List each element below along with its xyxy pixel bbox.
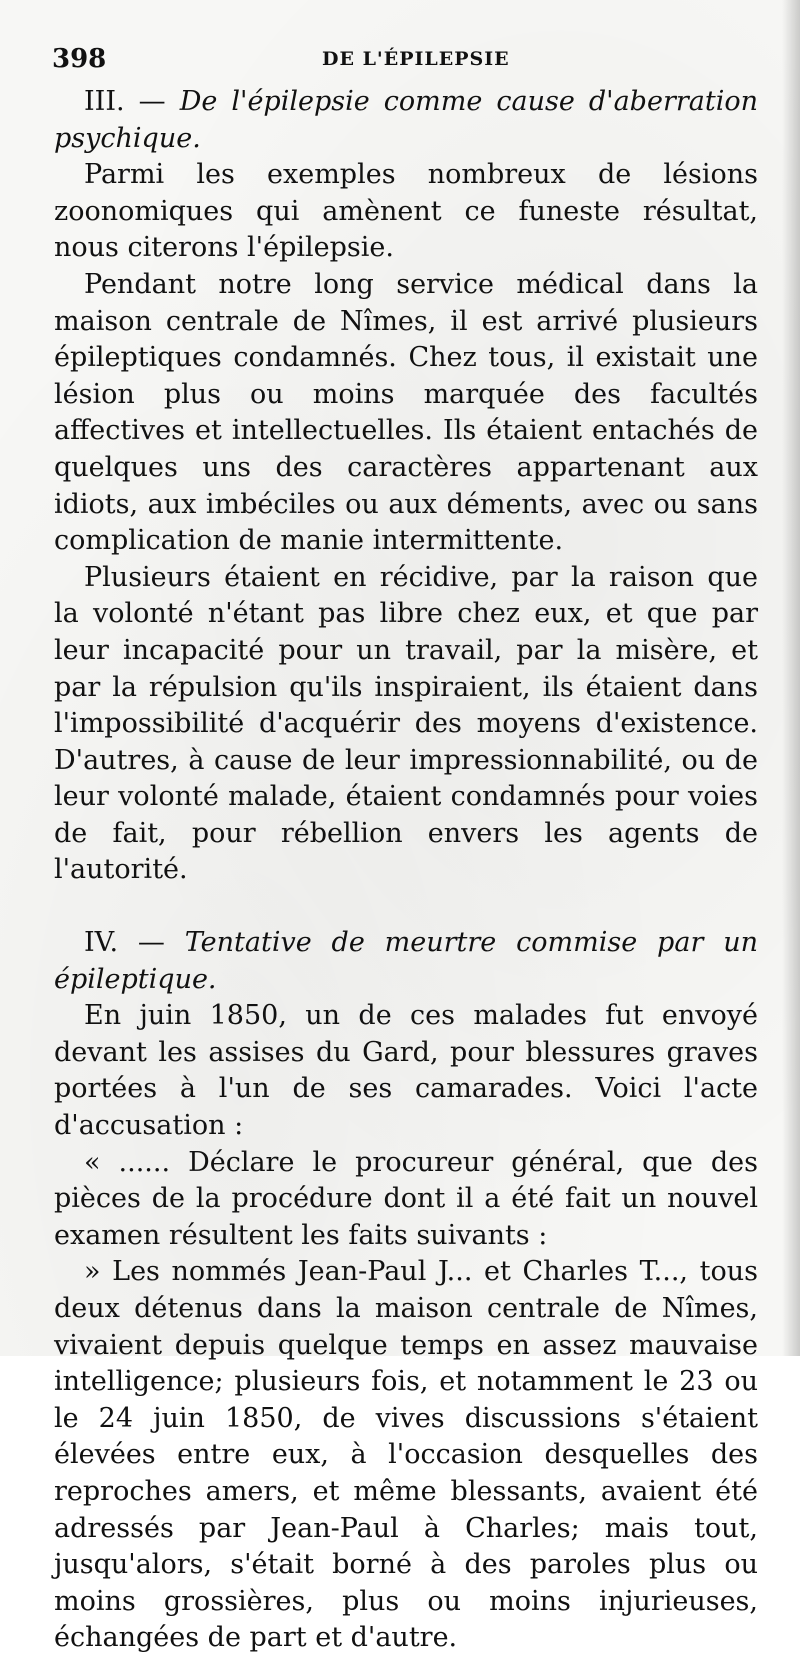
section-3-number: III. — (84, 86, 166, 117)
page-header (52, 44, 760, 74)
paragraph: » Les nommés Jean-Paul J... et Charles T..., tous deux détenus dans la maison centrale de Nîmes, vivaient depuis quelque temps en assez mauvaise intelligence; plusieurs fois, et notamment le 23 ou le 24 juin 1850, de vives discussions s'étaient élevées entre eux, à l'occasion desquelles des reproches amers, et même blessants, avaient été adressés par Jean-Paul à Charles; mais tout, jusqu'alors, s'était borné à des paroles plus ou moins grossières, plus ou moins injurieuses, échangées de part et d'autre. (54, 1256, 758, 1654)
section-4-title: Tentative de meurtre commise par un épileptique. (54, 927, 758, 995)
section-3-title: De l'épilepsie comme cause d'aberration psychique. (54, 86, 758, 154)
paragraph: Parmi les exemples nombreux de lésions zoonomiques qui amènent ce funeste résultat, nous citerons l'épilepsie. (54, 159, 758, 264)
paragraph: « ...... Déclare le procureur général, que des pièces de la procédure dont il a été fait un nouvel examen résultent les faits suivants : (54, 1146, 758, 1251)
running-head: DE L'ÉPILEPSIE (322, 48, 510, 70)
body-text (54, 84, 758, 1657)
section-3-heading (54, 84, 758, 157)
page-number: 398 (52, 44, 107, 74)
paragraph: Pendant notre long service médical dans la maison centrale de Nîmes, il est arrivé plusieurs épileptiques condamnés. Chez tous, il existait une lésion plus ou moins marquée des facultés affectives et intellectuelles. Ils étaient entachés de quelques uns des caractères appartenant aux idiots, aux imbéciles ou aux déments, avec ou sans complication de manie intermittente. (54, 268, 758, 557)
section-4-heading (54, 925, 758, 998)
paragraph: En juin 1850, un de ces malades fut envoyé devant les assises du Gard, pour blessures graves portées à l'un de ses camarades. Voici l'acte d'accusation : (54, 1000, 758, 1142)
paragraph: Plusieurs étaient en récidive, par la raison que la volonté n'étant pas libre chez eux, et que par leur incapacité pour un travail, par la misère, et par la répulsion qu'ils inspiraient, ils étaient dans l'impossibilité d'acquérir des moyens d'existence. D'autres, à cause de leur impressionnabilité, ou de leur volonté malade, étaient condamnés pour voies de fait, pour rébellion envers les agents de l'autorité. (54, 561, 758, 886)
section-4-number: IV. — (84, 927, 165, 959)
page-edge-shadow (782, 0, 800, 1356)
section-gap (54, 889, 758, 925)
